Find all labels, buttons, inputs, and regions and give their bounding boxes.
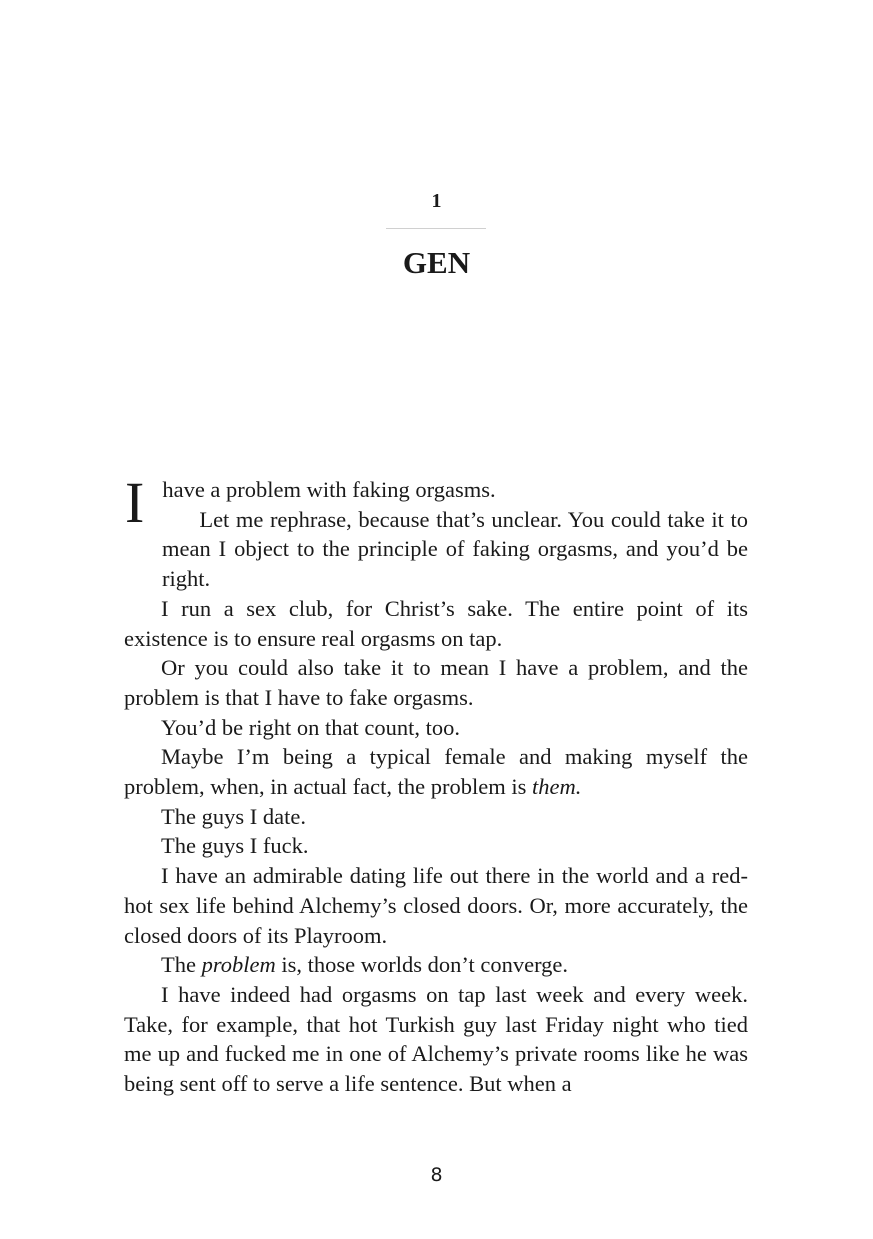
paragraph-10-text-a: The: [161, 952, 202, 978]
page-number: 8: [430, 1164, 443, 1186]
paragraph-8: The guys I fuck.: [161, 833, 309, 859]
paragraph-6-text: Maybe I’m being a typical female and making myself the problem, when, in actual fact, the problem is: [124, 744, 748, 800]
drop-cap: I: [125, 470, 145, 535]
paragraph-10-emphasis: problem: [201, 952, 276, 978]
chapter-title: GEN: [402, 245, 471, 280]
paragraph-4: Or you could also take it to mean I have a problem, and the problem is that I have to fake orgasms.: [124, 655, 748, 710]
paragraph-5: You’d be right on that count, too.: [161, 714, 460, 740]
paragraph-1: [124, 470, 748, 535]
paragraph-11: I have indeed had orgasms on tap last week and every week. Take, for example, that hot Turkish guy last Friday night who tied me up and fucked me in one of Alchemy’s private rooms like he was being sent off to serve a life sentence. But when a: [124, 981, 748, 1097]
chapter-divider: [386, 228, 486, 229]
chapter-number: 1: [431, 190, 442, 212]
paragraph-10: [124, 950, 748, 980]
body-text: [124, 470, 748, 1099]
paragraph-6: [124, 742, 748, 801]
paragraph-2: Let me rephrase, because that’s unclear. You could take it to mean I object to the principle of faking orgasms, and you’d be right.: [162, 506, 748, 592]
paragraph-7: The guys I date.: [161, 803, 306, 829]
paragraph-3: I run a sex club, for Christ’s sake. The entire point of its existence is to ensure real orgasms on tap.: [124, 595, 748, 651]
paragraph-6-emphasis: them.: [532, 774, 582, 800]
paragraph-9: I have an admirable dating life out there in the world and a red-hot sex life behind Alchemy’s closed doors. Or, more accurately, the closed doors of its Playroom.: [124, 863, 748, 948]
paragraph-1-text: have a problem with faking orgasms.: [162, 477, 496, 502]
paragraph-10-text-b: is, those worlds don’t converge.: [275, 952, 569, 978]
